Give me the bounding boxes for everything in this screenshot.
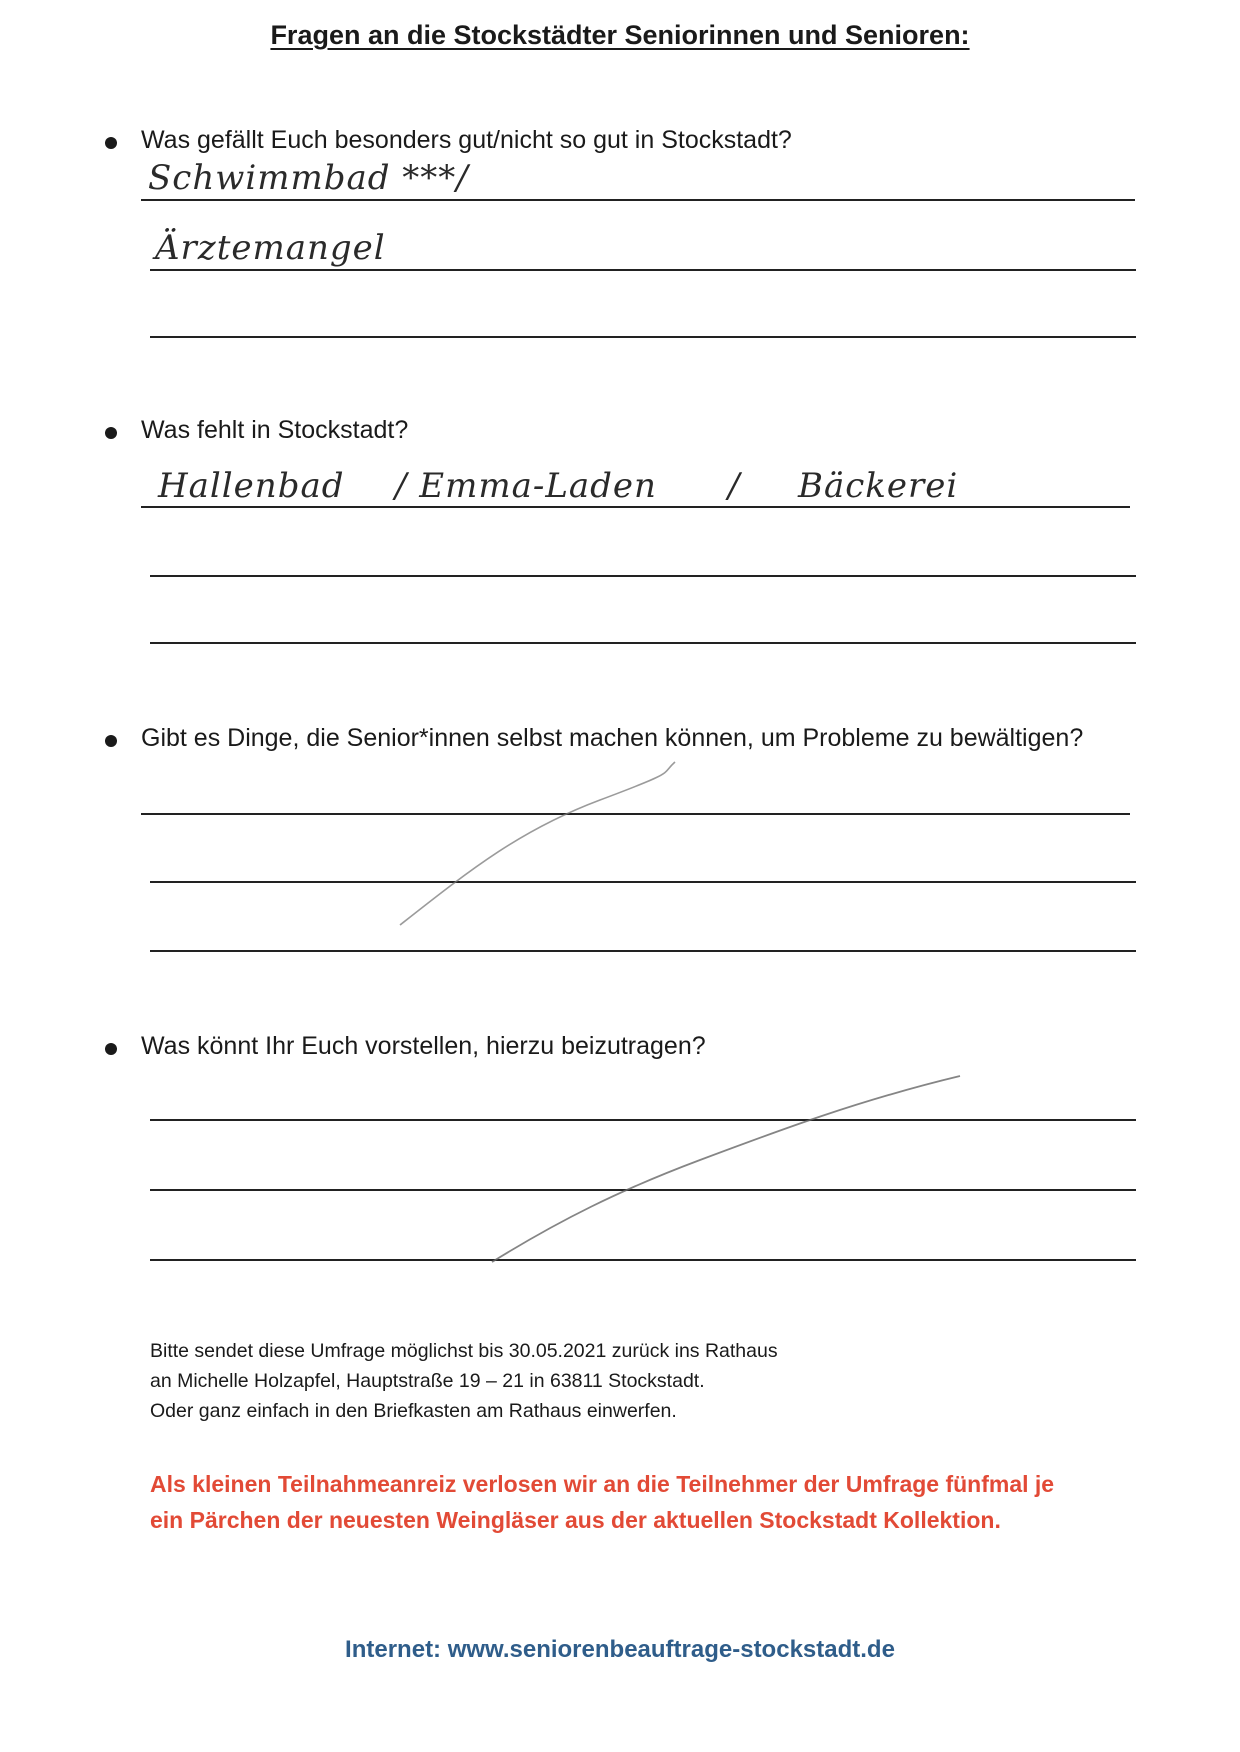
- promo-line-1: Als kleinen Teilnahmeanreiz verlosen wir an die Teilnehmer der Umfrage fünfmal je: [150, 1471, 1055, 1497]
- question-4-text: Was könnt Ihr Euch vorstellen, hierzu beizutragen?: [141, 1032, 706, 1060]
- question-2-text: Was fehlt in Stockstadt?: [141, 416, 409, 444]
- promo-line-2: ein Pärchen der neuesten Weingläser aus der aktuellen Stockstadt Kollektion.: [150, 1507, 1001, 1533]
- question-1-text: Was gefällt Euch besonders gut/nicht so gut in Stockstadt?: [141, 126, 792, 154]
- promo-notice: [150, 1466, 1054, 1538]
- return-instructions: [150, 1336, 778, 1426]
- info-line-1: Bitte sendet diese Umfrage möglichst bis 30.05.2021 zurück ins Rathaus: [150, 1340, 778, 1362]
- answer-1-line-1[interactable]: Schwimmbad ***/: [148, 158, 469, 198]
- page-title: Fragen an die Stockstädter Seniorinnen und Senioren:: [270, 20, 970, 50]
- info-line-3: Oder ganz einfach in den Briefkasten am Rathaus einwerfen.: [150, 1400, 677, 1422]
- footer-website-link[interactable]: Internet: www.seniorenbeauftrage-stockstadt.de: [345, 1636, 895, 1663]
- answer-2-part-1[interactable]: Hallenbad: [158, 466, 345, 506]
- answer-2-part-4[interactable]: Bäckerei: [798, 466, 959, 506]
- answer-1-line-2[interactable]: Ärztemangel: [155, 228, 386, 268]
- answer-2-part-2[interactable]: / Emma-Laden: [395, 466, 657, 506]
- pen-strike-q4: [492, 1076, 960, 1262]
- answer-2-part-3[interactable]: /: [728, 466, 741, 506]
- info-line-2: an Michelle Holzapfel, Hauptstraße 19 – 21 in 63811 Stockstadt.: [150, 1370, 705, 1392]
- question-3-text: Gibt es Dinge, die Senior*innen selbst machen können, um Probleme zu bewältigen?: [141, 724, 1084, 752]
- pen-strike-q3: [400, 762, 675, 925]
